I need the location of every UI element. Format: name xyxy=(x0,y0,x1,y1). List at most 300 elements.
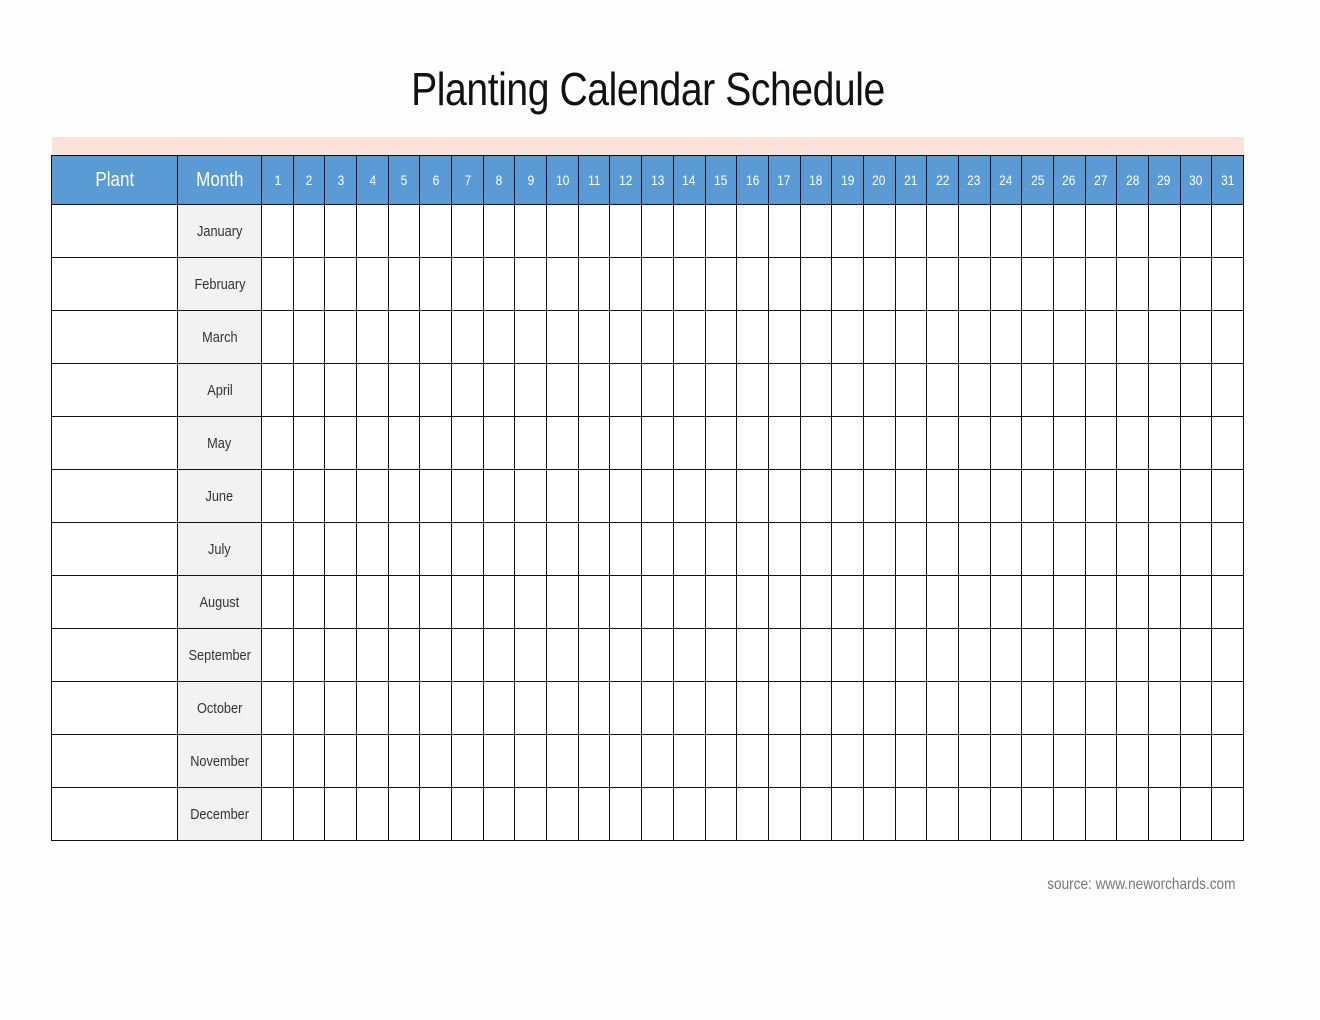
day-cell[interactable] xyxy=(737,417,769,470)
day-cell[interactable] xyxy=(547,682,579,735)
day-cell[interactable] xyxy=(1148,682,1180,735)
day-cell[interactable] xyxy=(1053,470,1085,523)
day-cell[interactable] xyxy=(452,364,484,417)
day-cell[interactable] xyxy=(452,205,484,258)
day-cell[interactable] xyxy=(578,523,610,576)
day-cell[interactable] xyxy=(737,682,769,735)
day-cell[interactable] xyxy=(1148,470,1180,523)
day-cell[interactable] xyxy=(1180,364,1212,417)
day-cell[interactable] xyxy=(642,364,674,417)
day-cell[interactable] xyxy=(293,417,325,470)
day-cell[interactable] xyxy=(420,523,452,576)
day-cell[interactable] xyxy=(1148,205,1180,258)
day-cell[interactable] xyxy=(832,735,864,788)
day-cell[interactable] xyxy=(800,735,832,788)
day-cell[interactable] xyxy=(325,470,357,523)
day-cell[interactable] xyxy=(958,735,990,788)
day-cell[interactable] xyxy=(1085,470,1117,523)
day-cell[interactable] xyxy=(958,788,990,841)
day-cell[interactable] xyxy=(863,735,895,788)
day-cell[interactable] xyxy=(1053,788,1085,841)
day-cell[interactable] xyxy=(578,470,610,523)
day-cell[interactable] xyxy=(863,205,895,258)
day-cell[interactable] xyxy=(1022,523,1054,576)
day-cell[interactable] xyxy=(515,258,547,311)
day-cell[interactable] xyxy=(388,311,420,364)
day-cell[interactable] xyxy=(483,364,515,417)
day-cell[interactable] xyxy=(262,735,294,788)
plant-cell[interactable] xyxy=(52,735,178,788)
day-cell[interactable] xyxy=(1180,629,1212,682)
day-cell[interactable] xyxy=(610,682,642,735)
day-cell[interactable] xyxy=(1022,258,1054,311)
day-cell[interactable] xyxy=(262,311,294,364)
day-cell[interactable] xyxy=(832,417,864,470)
day-cell[interactable] xyxy=(705,470,737,523)
day-cell[interactable] xyxy=(990,629,1022,682)
day-cell[interactable] xyxy=(483,735,515,788)
day-cell[interactable] xyxy=(1117,311,1149,364)
day-cell[interactable] xyxy=(515,311,547,364)
day-cell[interactable] xyxy=(1053,417,1085,470)
day-cell[interactable] xyxy=(800,364,832,417)
day-cell[interactable] xyxy=(800,205,832,258)
day-cell[interactable] xyxy=(547,788,579,841)
day-cell[interactable] xyxy=(863,364,895,417)
day-cell[interactable] xyxy=(1022,364,1054,417)
day-cell[interactable] xyxy=(737,470,769,523)
day-cell[interactable] xyxy=(958,311,990,364)
day-cell[interactable] xyxy=(483,470,515,523)
day-cell[interactable] xyxy=(325,364,357,417)
day-cell[interactable] xyxy=(642,682,674,735)
day-cell[interactable] xyxy=(357,417,389,470)
plant-cell[interactable] xyxy=(52,682,178,735)
plant-cell[interactable] xyxy=(52,788,178,841)
day-cell[interactable] xyxy=(642,258,674,311)
day-cell[interactable] xyxy=(420,735,452,788)
day-cell[interactable] xyxy=(705,311,737,364)
day-cell[interactable] xyxy=(737,258,769,311)
day-cell[interactable] xyxy=(293,629,325,682)
day-cell[interactable] xyxy=(705,417,737,470)
day-cell[interactable] xyxy=(1053,682,1085,735)
day-cell[interactable] xyxy=(293,258,325,311)
plant-cell[interactable] xyxy=(52,364,178,417)
day-cell[interactable] xyxy=(895,523,927,576)
day-cell[interactable] xyxy=(547,258,579,311)
day-cell[interactable] xyxy=(388,470,420,523)
day-cell[interactable] xyxy=(737,364,769,417)
day-cell[interactable] xyxy=(388,735,420,788)
day-cell[interactable] xyxy=(262,258,294,311)
day-cell[interactable] xyxy=(325,417,357,470)
day-cell[interactable] xyxy=(1180,788,1212,841)
day-cell[interactable] xyxy=(990,311,1022,364)
day-cell[interactable] xyxy=(578,576,610,629)
day-cell[interactable] xyxy=(1022,311,1054,364)
day-cell[interactable] xyxy=(325,258,357,311)
day-cell[interactable] xyxy=(768,576,800,629)
day-cell[interactable] xyxy=(1148,576,1180,629)
day-cell[interactable] xyxy=(673,788,705,841)
day-cell[interactable] xyxy=(1212,788,1244,841)
day-cell[interactable] xyxy=(1180,470,1212,523)
day-cell[interactable] xyxy=(800,629,832,682)
day-cell[interactable] xyxy=(642,417,674,470)
day-cell[interactable] xyxy=(388,258,420,311)
day-cell[interactable] xyxy=(420,788,452,841)
day-cell[interactable] xyxy=(642,205,674,258)
day-cell[interactable] xyxy=(863,258,895,311)
day-cell[interactable] xyxy=(927,576,959,629)
day-cell[interactable] xyxy=(1022,788,1054,841)
day-cell[interactable] xyxy=(768,205,800,258)
day-cell[interactable] xyxy=(990,470,1022,523)
day-cell[interactable] xyxy=(610,311,642,364)
day-cell[interactable] xyxy=(927,735,959,788)
day-cell[interactable] xyxy=(1212,523,1244,576)
day-cell[interactable] xyxy=(388,576,420,629)
day-cell[interactable] xyxy=(483,205,515,258)
day-cell[interactable] xyxy=(1148,311,1180,364)
day-cell[interactable] xyxy=(1053,311,1085,364)
day-cell[interactable] xyxy=(578,364,610,417)
day-cell[interactable] xyxy=(958,576,990,629)
day-cell[interactable] xyxy=(325,735,357,788)
day-cell[interactable] xyxy=(990,364,1022,417)
day-cell[interactable] xyxy=(737,788,769,841)
day-cell[interactable] xyxy=(927,629,959,682)
day-cell[interactable] xyxy=(515,576,547,629)
day-cell[interactable] xyxy=(673,417,705,470)
day-cell[interactable] xyxy=(863,470,895,523)
day-cell[interactable] xyxy=(832,523,864,576)
day-cell[interactable] xyxy=(483,258,515,311)
day-cell[interactable] xyxy=(1117,788,1149,841)
day-cell[interactable] xyxy=(768,470,800,523)
day-cell[interactable] xyxy=(578,788,610,841)
plant-cell[interactable] xyxy=(52,311,178,364)
day-cell[interactable] xyxy=(610,629,642,682)
day-cell[interactable] xyxy=(1212,576,1244,629)
plant-cell[interactable] xyxy=(52,258,178,311)
day-cell[interactable] xyxy=(768,311,800,364)
day-cell[interactable] xyxy=(1148,788,1180,841)
day-cell[interactable] xyxy=(1085,629,1117,682)
day-cell[interactable] xyxy=(705,629,737,682)
day-cell[interactable] xyxy=(1053,735,1085,788)
day-cell[interactable] xyxy=(1148,629,1180,682)
day-cell[interactable] xyxy=(610,258,642,311)
day-cell[interactable] xyxy=(1053,258,1085,311)
day-cell[interactable] xyxy=(1085,682,1117,735)
day-cell[interactable] xyxy=(357,258,389,311)
day-cell[interactable] xyxy=(515,682,547,735)
day-cell[interactable] xyxy=(420,205,452,258)
day-cell[interactable] xyxy=(1180,682,1212,735)
day-cell[interactable] xyxy=(293,735,325,788)
day-cell[interactable] xyxy=(1117,523,1149,576)
plant-cell[interactable] xyxy=(52,205,178,258)
day-cell[interactable] xyxy=(262,205,294,258)
day-cell[interactable] xyxy=(832,682,864,735)
day-cell[interactable] xyxy=(895,682,927,735)
day-cell[interactable] xyxy=(1148,258,1180,311)
day-cell[interactable] xyxy=(863,523,895,576)
day-cell[interactable] xyxy=(452,629,484,682)
day-cell[interactable] xyxy=(832,470,864,523)
day-cell[interactable] xyxy=(515,735,547,788)
day-cell[interactable] xyxy=(990,735,1022,788)
day-cell[interactable] xyxy=(673,311,705,364)
day-cell[interactable] xyxy=(1085,258,1117,311)
day-cell[interactable] xyxy=(578,205,610,258)
day-cell[interactable] xyxy=(1148,364,1180,417)
day-cell[interactable] xyxy=(768,364,800,417)
day-cell[interactable] xyxy=(547,523,579,576)
day-cell[interactable] xyxy=(863,311,895,364)
day-cell[interactable] xyxy=(832,311,864,364)
day-cell[interactable] xyxy=(768,258,800,311)
day-cell[interactable] xyxy=(515,523,547,576)
day-cell[interactable] xyxy=(737,576,769,629)
day-cell[interactable] xyxy=(452,682,484,735)
day-cell[interactable] xyxy=(895,311,927,364)
day-cell[interactable] xyxy=(420,311,452,364)
day-cell[interactable] xyxy=(863,576,895,629)
day-cell[interactable] xyxy=(705,735,737,788)
day-cell[interactable] xyxy=(1117,682,1149,735)
day-cell[interactable] xyxy=(515,205,547,258)
day-cell[interactable] xyxy=(705,205,737,258)
day-cell[interactable] xyxy=(1148,523,1180,576)
day-cell[interactable] xyxy=(895,629,927,682)
day-cell[interactable] xyxy=(515,470,547,523)
day-cell[interactable] xyxy=(642,735,674,788)
day-cell[interactable] xyxy=(262,629,294,682)
day-cell[interactable] xyxy=(705,682,737,735)
day-cell[interactable] xyxy=(452,576,484,629)
day-cell[interactable] xyxy=(452,735,484,788)
day-cell[interactable] xyxy=(357,470,389,523)
day-cell[interactable] xyxy=(832,576,864,629)
day-cell[interactable] xyxy=(673,735,705,788)
day-cell[interactable] xyxy=(515,364,547,417)
day-cell[interactable] xyxy=(325,205,357,258)
day-cell[interactable] xyxy=(1180,576,1212,629)
plant-cell[interactable] xyxy=(52,576,178,629)
day-cell[interactable] xyxy=(1053,205,1085,258)
day-cell[interactable] xyxy=(515,788,547,841)
day-cell[interactable] xyxy=(262,788,294,841)
day-cell[interactable] xyxy=(927,258,959,311)
day-cell[interactable] xyxy=(388,523,420,576)
day-cell[interactable] xyxy=(420,629,452,682)
day-cell[interactable] xyxy=(800,311,832,364)
day-cell[interactable] xyxy=(420,470,452,523)
day-cell[interactable] xyxy=(420,417,452,470)
day-cell[interactable] xyxy=(357,576,389,629)
day-cell[interactable] xyxy=(1180,417,1212,470)
day-cell[interactable] xyxy=(452,523,484,576)
day-cell[interactable] xyxy=(705,258,737,311)
day-cell[interactable] xyxy=(578,735,610,788)
day-cell[interactable] xyxy=(483,417,515,470)
day-cell[interactable] xyxy=(262,470,294,523)
day-cell[interactable] xyxy=(863,682,895,735)
day-cell[interactable] xyxy=(832,205,864,258)
day-cell[interactable] xyxy=(990,258,1022,311)
day-cell[interactable] xyxy=(1085,364,1117,417)
day-cell[interactable] xyxy=(1053,576,1085,629)
day-cell[interactable] xyxy=(1212,311,1244,364)
day-cell[interactable] xyxy=(737,205,769,258)
day-cell[interactable] xyxy=(705,523,737,576)
day-cell[interactable] xyxy=(673,576,705,629)
plant-cell[interactable] xyxy=(52,523,178,576)
day-cell[interactable] xyxy=(737,311,769,364)
day-cell[interactable] xyxy=(1022,470,1054,523)
day-cell[interactable] xyxy=(610,417,642,470)
day-cell[interactable] xyxy=(452,258,484,311)
plant-cell[interactable] xyxy=(52,417,178,470)
day-cell[interactable] xyxy=(895,470,927,523)
day-cell[interactable] xyxy=(895,258,927,311)
day-cell[interactable] xyxy=(578,629,610,682)
day-cell[interactable] xyxy=(958,417,990,470)
day-cell[interactable] xyxy=(388,682,420,735)
day-cell[interactable] xyxy=(1053,523,1085,576)
day-cell[interactable] xyxy=(293,576,325,629)
day-cell[interactable] xyxy=(610,788,642,841)
day-cell[interactable] xyxy=(1212,735,1244,788)
day-cell[interactable] xyxy=(673,258,705,311)
day-cell[interactable] xyxy=(325,576,357,629)
day-cell[interactable] xyxy=(832,788,864,841)
day-cell[interactable] xyxy=(1212,470,1244,523)
day-cell[interactable] xyxy=(325,788,357,841)
day-cell[interactable] xyxy=(483,629,515,682)
day-cell[interactable] xyxy=(863,629,895,682)
day-cell[interactable] xyxy=(547,629,579,682)
day-cell[interactable] xyxy=(927,788,959,841)
day-cell[interactable] xyxy=(1053,629,1085,682)
day-cell[interactable] xyxy=(990,205,1022,258)
day-cell[interactable] xyxy=(547,417,579,470)
day-cell[interactable] xyxy=(1085,788,1117,841)
day-cell[interactable] xyxy=(768,523,800,576)
day-cell[interactable] xyxy=(1022,576,1054,629)
day-cell[interactable] xyxy=(262,364,294,417)
day-cell[interactable] xyxy=(578,258,610,311)
day-cell[interactable] xyxy=(578,682,610,735)
day-cell[interactable] xyxy=(547,205,579,258)
day-cell[interactable] xyxy=(293,788,325,841)
day-cell[interactable] xyxy=(325,311,357,364)
day-cell[interactable] xyxy=(357,788,389,841)
day-cell[interactable] xyxy=(1180,311,1212,364)
day-cell[interactable] xyxy=(610,523,642,576)
day-cell[interactable] xyxy=(1117,258,1149,311)
day-cell[interactable] xyxy=(990,682,1022,735)
day-cell[interactable] xyxy=(800,258,832,311)
day-cell[interactable] xyxy=(1022,682,1054,735)
day-cell[interactable] xyxy=(673,364,705,417)
day-cell[interactable] xyxy=(673,523,705,576)
day-cell[interactable] xyxy=(895,788,927,841)
day-cell[interactable] xyxy=(990,523,1022,576)
day-cell[interactable] xyxy=(895,576,927,629)
day-cell[interactable] xyxy=(483,788,515,841)
day-cell[interactable] xyxy=(1117,205,1149,258)
day-cell[interactable] xyxy=(1212,417,1244,470)
day-cell[interactable] xyxy=(610,364,642,417)
day-cell[interactable] xyxy=(547,470,579,523)
day-cell[interactable] xyxy=(293,682,325,735)
day-cell[interactable] xyxy=(642,523,674,576)
day-cell[interactable] xyxy=(768,682,800,735)
day-cell[interactable] xyxy=(1212,205,1244,258)
day-cell[interactable] xyxy=(642,311,674,364)
day-cell[interactable] xyxy=(895,735,927,788)
day-cell[interactable] xyxy=(388,629,420,682)
day-cell[interactable] xyxy=(800,682,832,735)
day-cell[interactable] xyxy=(357,629,389,682)
day-cell[interactable] xyxy=(357,364,389,417)
day-cell[interactable] xyxy=(1085,735,1117,788)
day-cell[interactable] xyxy=(483,576,515,629)
day-cell[interactable] xyxy=(357,205,389,258)
day-cell[interactable] xyxy=(990,788,1022,841)
plant-cell[interactable] xyxy=(52,629,178,682)
day-cell[interactable] xyxy=(990,576,1022,629)
day-cell[interactable] xyxy=(262,682,294,735)
day-cell[interactable] xyxy=(420,576,452,629)
day-cell[interactable] xyxy=(800,576,832,629)
day-cell[interactable] xyxy=(515,629,547,682)
day-cell[interactable] xyxy=(388,205,420,258)
day-cell[interactable] xyxy=(800,523,832,576)
day-cell[interactable] xyxy=(1212,258,1244,311)
day-cell[interactable] xyxy=(452,470,484,523)
day-cell[interactable] xyxy=(958,258,990,311)
day-cell[interactable] xyxy=(863,788,895,841)
day-cell[interactable] xyxy=(452,417,484,470)
day-cell[interactable] xyxy=(1022,629,1054,682)
day-cell[interactable] xyxy=(737,735,769,788)
day-cell[interactable] xyxy=(1148,417,1180,470)
day-cell[interactable] xyxy=(832,364,864,417)
day-cell[interactable] xyxy=(1148,735,1180,788)
day-cell[interactable] xyxy=(1212,682,1244,735)
day-cell[interactable] xyxy=(642,470,674,523)
day-cell[interactable] xyxy=(547,311,579,364)
day-cell[interactable] xyxy=(262,417,294,470)
day-cell[interactable] xyxy=(832,629,864,682)
day-cell[interactable] xyxy=(357,523,389,576)
day-cell[interactable] xyxy=(483,682,515,735)
day-cell[interactable] xyxy=(420,258,452,311)
day-cell[interactable] xyxy=(642,576,674,629)
day-cell[interactable] xyxy=(737,523,769,576)
day-cell[interactable] xyxy=(673,470,705,523)
day-cell[interactable] xyxy=(515,417,547,470)
day-cell[interactable] xyxy=(927,470,959,523)
day-cell[interactable] xyxy=(800,417,832,470)
day-cell[interactable] xyxy=(1085,417,1117,470)
day-cell[interactable] xyxy=(420,364,452,417)
